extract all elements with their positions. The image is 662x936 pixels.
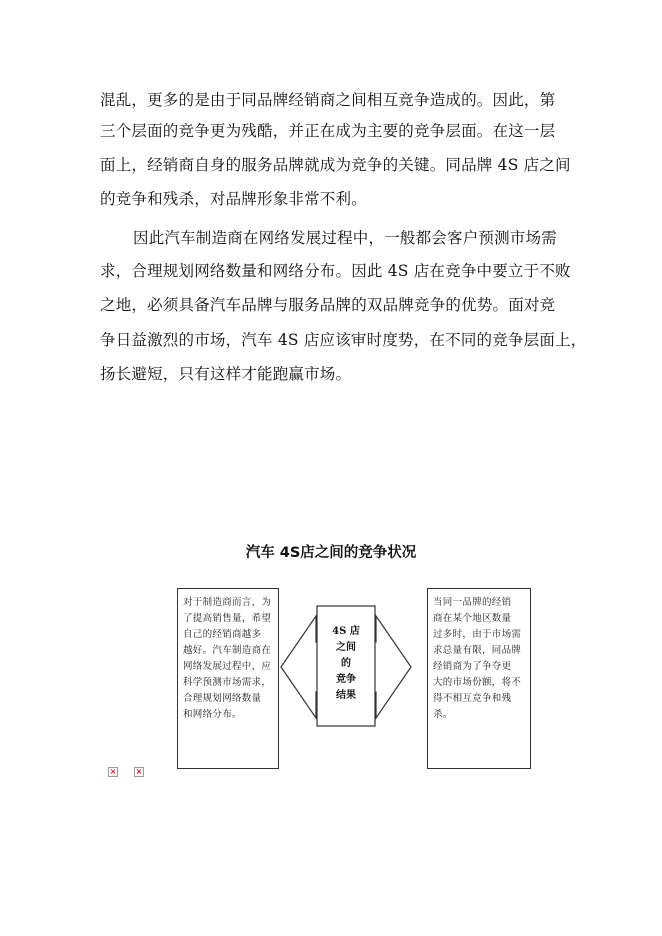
paragraph-2-line: 争日益激烈的市场，汽车 4S 店应该审时度势，在不同的竞争层面上，	[100, 331, 587, 349]
paragraph-2-line: 之地，必须具备汽车品牌与服务品牌的双品牌竞争的优势。面对竞	[100, 296, 556, 314]
paragraph-1-line: 混乱，更多的是由于同品牌经销商之间相互竞争造成的。因此，第	[100, 91, 556, 109]
paragraph-1-line: 的竞争和残杀，对品牌形象非常不利。	[100, 190, 367, 208]
right-box-line: 当同一品牌的经销	[433, 597, 512, 608]
center-label-line: 的	[341, 658, 351, 669]
left-box-line: 网络发展过程中，应	[183, 661, 272, 672]
right-box-line: 商在某个地区数量	[433, 613, 512, 624]
right-box-line: 过多时，由于市场需	[433, 629, 522, 640]
center-label-line: 4S 店	[332, 626, 360, 637]
right-box-line: 得不相互竞争和残	[433, 693, 512, 704]
center-label-line: 结果	[336, 690, 356, 701]
left-box-line: 了提高销售量，希望	[183, 613, 272, 624]
right-box-text	[433, 595, 521, 723]
right-box-line: 经销商为了争夺更	[433, 661, 512, 672]
broken-image-icon: ×	[135, 767, 143, 776]
paragraph-2-line: 求，合理规划网络数量和网络分布。因此 4S 店在竞争中要立于不败	[100, 262, 571, 280]
center-label-line: 竞争	[336, 674, 356, 685]
paragraph-1-line: 面上，经销商自身的服务品牌就成为竞争的关键。同品牌 4S 店之间	[100, 156, 571, 174]
right-box-line: 大的市场份额，将不	[433, 677, 522, 688]
center-label-line: 之间	[336, 642, 356, 653]
left-box-text	[183, 595, 271, 723]
right-box-line: 杀。	[433, 709, 453, 720]
diagram-title: 汽车 4S店之间的竞争状况	[245, 545, 417, 561]
left-box-line: 自己的经销商越多	[183, 629, 262, 640]
left-box-line: 对于制造商而言，为	[183, 597, 272, 608]
paragraph-2-line: 因此汽车制造商在网络发展过程中，一般都会客户预测市场需	[133, 229, 557, 247]
broken-image-icon: ×	[109, 767, 117, 776]
left-box-line: 科学预测市场需求，	[183, 677, 272, 688]
left-box-line: 越好。汽车制造商在	[183, 645, 272, 656]
left-box-line: 合理规划网络数量	[183, 693, 262, 704]
left-box-line: 和网络分布。	[183, 709, 242, 720]
right-box-line: 求总量有限，同品牌	[433, 645, 522, 656]
paragraph-2-line: 扬长避短，只有这样才能跑赢市场。	[100, 365, 352, 383]
paragraph-1-line: 三个层面的竞争更为残酷，并正在成为主要的竞争层面。在这一层	[100, 122, 556, 140]
center-label	[318, 624, 374, 704]
